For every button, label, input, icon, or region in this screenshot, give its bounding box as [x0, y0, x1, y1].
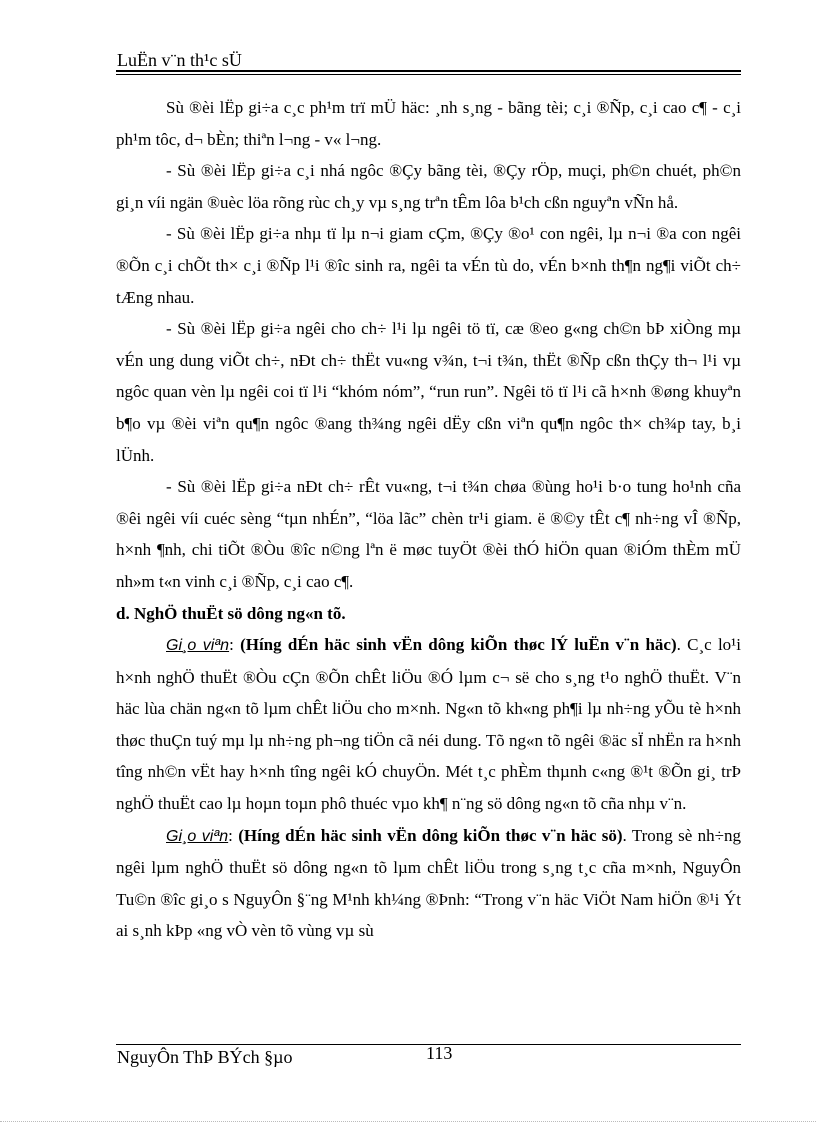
page-edge-line	[0, 1121, 816, 1122]
teacher-paragraph-1: Gi¸o viªn: (Híng dÉn häc sinh vËn dông kiÕn thøc lÝ luËn v¨n häc). C¸c lo¹i h×nh nghÖ thuËt ®Òu cÇn ®Õn chÊt liÖu ®Ó lµm c¬ së cho s¸ng t¹o nghÖ thuËt. V¨n häc lùa chän ng«n tõ lµm chÊt liÖu cho m×nh. Ng«n tõ kh«ng ph¶i lµ nh÷ng yÕu tè h×nh thøc thuÇn tuý mµ lµ nh÷ng ph¬ng tiÖn cã néi dung. Tõ ng«n tõ ngêi ®äc sÏ nhËn ra h×nh tîng nh©n vËt hay h×nh tîng ngêi kÓ chuyÖn. Mét t¸c phÈm thµnh c«ng ®¹t ®Õn gi¸ trÞ nghÖ thuËt cao lµ hoµn toµn phô thuéc vµo kh¶ n¨ng sö dông ng«n tõ cña nhµ v¨n.	[116, 635, 742, 814]
paragraph-5: - Sù ®èi lËp gi÷a nÐt ch÷ rÊt vu«ng, t¬i t¾n chøa ®ùng ho¹i b·o tung ho¹nh cña ®êi ngêi víi cuéc sèng “tµn nhÉn”, “löa lãc” chèn tr¹i giam. ë ®©y tÊt c¶ nh÷ng vÎ ®Ñp, h×nh ¶nh, chi tiÕt ®Òu ®îc n©ng lªn ë møc tuyÖt ®èi thÓ hiÖn quan ®iÓm thÈm mÜ nh»m t«n vinh c¸i ®Ñp, c¸i cao c¶.	[116, 477, 741, 591]
paragraph-2: - Sù ®èi lËp gi÷a c¸i nhá ngôc ®Çy bãng tèi, ®Çy rÖp, muçi, ph©n chuét, ph©n gi¸n víi ngän ®uèc löa rõng rùc ch¸y vµ s¸ng trªn tÊm lôa b¹ch cßn nguyªn vÑn hå.	[116, 161, 741, 212]
footer-author: NguyÔn ThÞ BÝch §µo	[117, 1047, 293, 1067]
instruction-1: (Híng dÉn häc sinh vËn dông kiÕn thøc lÝ luËn v¨n häc)	[240, 635, 677, 655]
paragraph-1: Sù ®èi lËp gi÷a c¸c ph¹m trï mÜ häc: ¸nh s¸ng - bãng tèi; c¸i ®Ñp, c¸i cao c¶ - c¸i ph¹m tôc, d¬ bÈn; thiªn l¬ng - v« l¬ng.	[116, 98, 741, 149]
teacher-text-2: Trong sè nh÷ng ngêi lµm nghÖ thuËt sö dông ng«n tõ lµm chÊt liÖu trong s¸ng t¸c cña m×nh, NguyÔn Tu©n ®îc gi¸o s NguyÔn §¨ng M¹nh kh¼ng ®Þnh: “Trong v¨n häc ViÖt Nam hiÖn ®¹i Ýt ai s¸nh kÞp «ng vÒ vèn tõ vùng vµ sù	[116, 825, 741, 941]
running-header-title: LuËn v¨n th¹c sÜ	[117, 50, 242, 70]
section-heading: d. NghÖ thuËt sö dông ng«n tõ.	[116, 603, 346, 623]
header-rule-thick	[116, 70, 741, 72]
teacher-text-1: C¸c lo¹i h×nh nghÖ thuËt ®Òu cÇn ®Õn chÊt liÖu ®Ó lµm c¬ së cho s¸ng t¹o nghÖ thuËt. V¨n häc lùa chän ng«n tõ lµm chÊt liÖu cho m×nh. Ng«n tõ kh«ng ph¶i lµ nh÷ng yÕu tè h×nh thøc thuÇn tuý mµ lµ nh÷ng ph¬ng tiÖn cã néi dung. Tõ ng«n tõ ngêi ®äc sÏ nhËn ra h×nh tîng nh©n vËt hay h×nh tîng ngêi kÓ chuyÖn. Mét t¸c phÈm thµnh c«ng ®¹t ®Õn gi¸ trÞ nghÖ thuËt cao lµ hoµn toµn phô thuéc vµo kh¶ n¨ng sö dông ng«n tõ cña nhµ v¨n.	[116, 635, 742, 814]
teacher-paragraph-2: Gi¸o viªn: (Híng dÉn häc sinh vËn dông kiÕn thøc v¨n häc sö). Trong sè nh÷ng ngêi lµm nghÖ thuËt sö dông ng«n tõ lµm chÊt liÖu trong s¸ng t¸c cña m×nh, NguyÔn Tu©n ®îc gi¸o s NguyÔn §¨ng M¹nh kh¼ng ®Þnh: “Trong v¨n häc ViÖt Nam hiÖn ®¹i Ýt ai s¸nh kÞp «ng vÒ vèn tõ vùng vµ sù	[116, 825, 741, 941]
teacher-label: Gi¸o viªn	[166, 637, 230, 655]
paragraph-4: - Sù ®èi lËp gi÷a ngêi cho ch÷ l¹i lµ ngêi tö tï, cæ ®eo g«ng ch©n bÞ xiÒng mµ vÉn ung dung viÕt ch÷, nÐt ch÷ thËt vu«ng v¾n, t¬i t¾n, thËt ®Ñp cßn thÇy th¬ l¹i vµ ngôc quan vèn lµ ngêi coi tï l¹i “khóm nóm”, “run run”. Ngêi tö tï l¹i cã h×nh ®øng khuyªn b¶o vµ ®èi viªn qu¶n ngôc ®ang th¾ng ngêi dËy cßn viªn qu¶n ngôc th× ch¾p tay, b¸i lÜnh.	[116, 319, 741, 465]
document-body	[116, 92, 741, 947]
header-rule-thin	[116, 74, 741, 75]
page-number: 113	[426, 1043, 453, 1063]
paragraph-3: - Sù ®èi lËp gi÷a nhµ tï lµ n¬i giam cÇm, ®Çy ®o¹ con ngêi, lµ n¬i ®a con ngêi ®Õn c¸i chÕt th× c¸i ®Ñp l¹i ®îc sinh ra, ngêi ta vÉn tù do, vÉn b×nh th¶n ng¶i viÕt ch÷ tÆng nhau.	[116, 224, 741, 307]
instruction-2: (Híng dÉn häc sinh vËn dông kiÕn thøc v¨n häc sö)	[238, 825, 623, 845]
teacher-label: Gi¸o viªn	[166, 827, 229, 845]
